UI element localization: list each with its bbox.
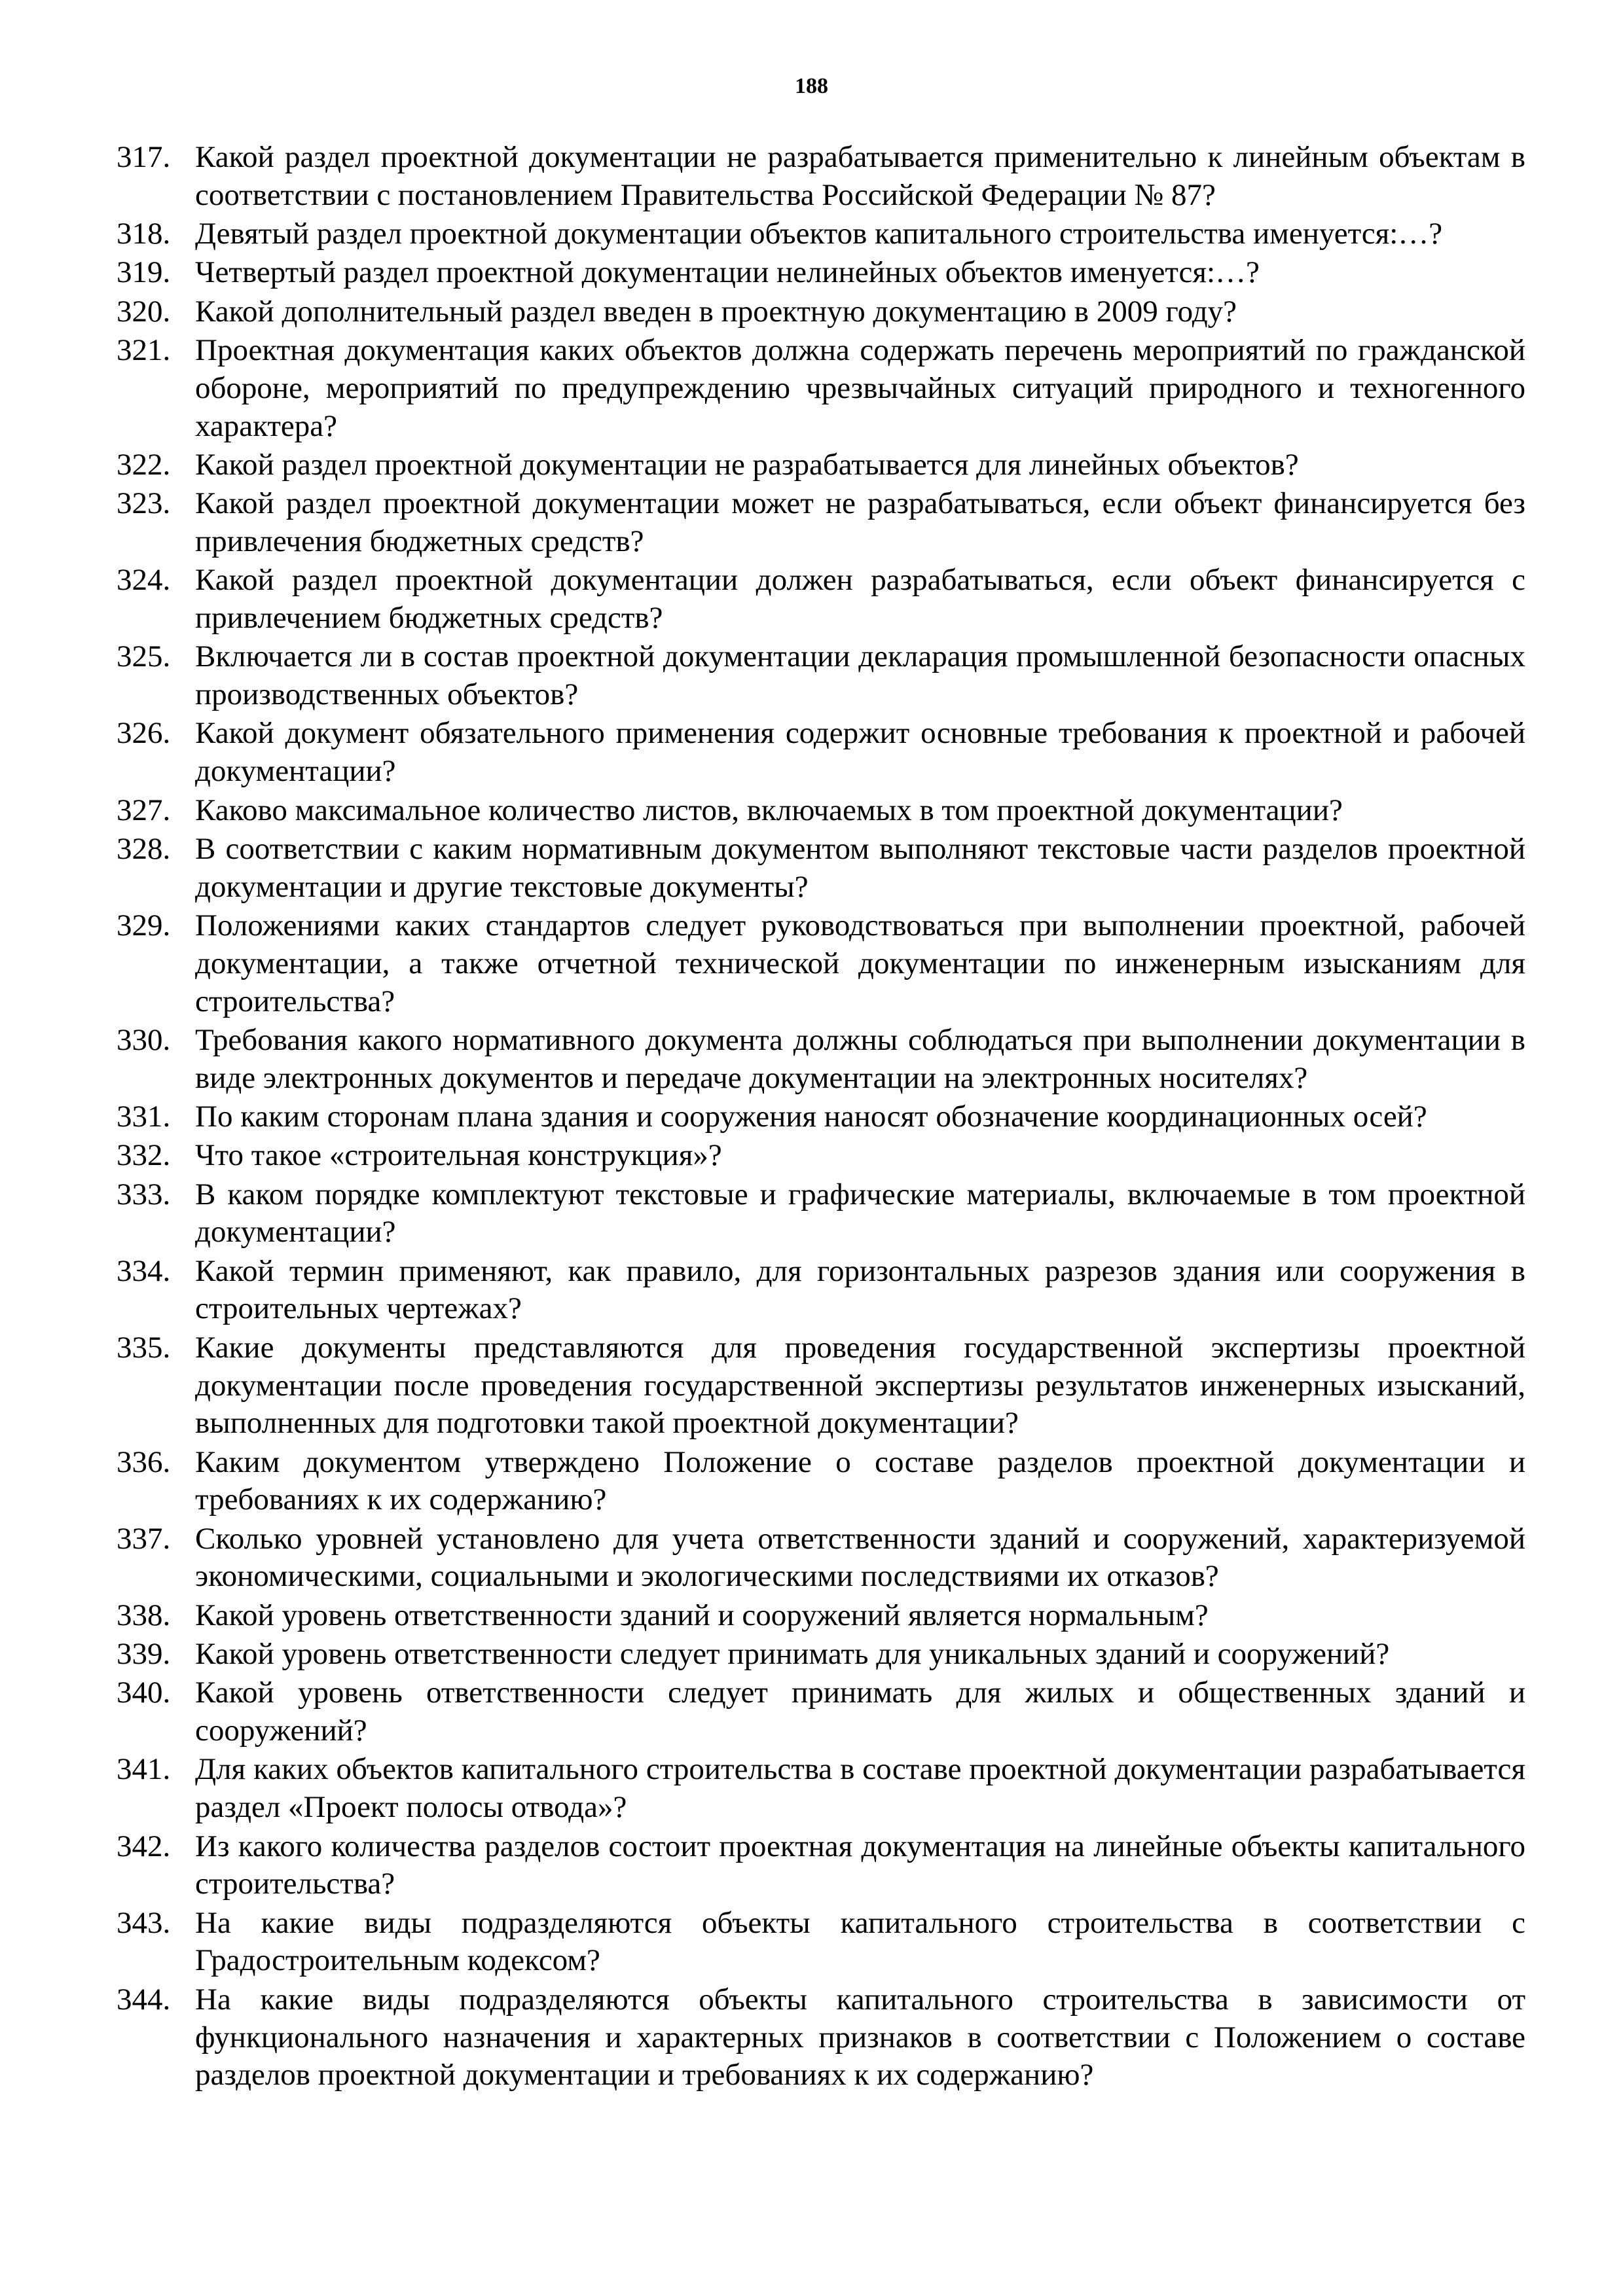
question-item — [117, 215, 1525, 253]
question-number: 336. — [117, 1444, 171, 1479]
question-text: Положениями каких стандартов следует руководствоваться при выполнении проектной, рабочей документации, а также отчетной технической документации по инженерным изысканиям для строительства? — [195, 908, 1525, 1018]
question-text: Какой документ обязательного применения содержит основные требования к проектной и рабочей документации? — [195, 716, 1525, 789]
question-item — [117, 293, 1525, 331]
question-text: Для каких объектов капитального строительства в составе проектной документации разрабатывается раздел «Проект полосы отвода»? — [195, 1752, 1525, 1825]
question-text: Какой раздел проектной документации может не разрабатываться, если объект финансируется без привлечения бюджетных средств? — [195, 486, 1525, 558]
question-text: На какие виды подразделяются объекты капитального строительства в зависимости от функционального назначения и характерных признаков в соответствии с Положением о составе разделов проектной документации и требованиях к их содержанию? — [195, 1982, 1525, 2092]
question-list — [117, 139, 1525, 2096]
question-number: 327. — [117, 793, 171, 827]
question-number: 332. — [117, 1138, 171, 1173]
question-item — [117, 907, 1525, 1020]
question-item — [117, 1674, 1525, 1750]
question-item — [117, 446, 1525, 484]
question-item — [117, 831, 1525, 906]
question-item — [117, 1636, 1525, 1674]
question-number: 328. — [117, 831, 171, 866]
question-item — [117, 1176, 1525, 1252]
question-number: 338. — [117, 1598, 171, 1632]
question-text: Какой дополнительный раздел введен в проектную документацию в 2009 году? — [195, 294, 1237, 329]
question-text: В каком порядке комплектуют текстовые и графические материалы, включаемые в том проектной документации? — [195, 1177, 1525, 1249]
question-number: 335. — [117, 1330, 171, 1365]
question-number: 340. — [117, 1676, 171, 1710]
question-text: Какой раздел проектной документации должен разрабатываться, если объект финансируется с привлечением бюджетных средств? — [195, 563, 1525, 636]
question-number: 323. — [117, 486, 171, 521]
question-text: Какой уровень ответственности следует принимать для уникальных зданий и сооружений? — [195, 1637, 1390, 1672]
question-item — [117, 1597, 1525, 1635]
question-item — [117, 1022, 1525, 1098]
question-number: 334. — [117, 1253, 171, 1288]
question-item — [117, 1098, 1525, 1136]
question-item — [117, 485, 1525, 561]
question-number: 317. — [117, 140, 171, 174]
question-item — [117, 1751, 1525, 1827]
question-number: 333. — [117, 1177, 171, 1211]
question-text: Какой уровень ответственности следует принимать для жилых и общественных зданий и сооружений? — [195, 1676, 1525, 1748]
question-item — [117, 792, 1525, 830]
question-item — [117, 1981, 1525, 2094]
question-number: 342. — [117, 1829, 171, 1863]
question-item — [117, 254, 1525, 292]
question-text: Требования какого нормативного документа должны соблюдаться при выполнении документации в виде электронных документов и передаче документации на электронных носителях? — [195, 1022, 1525, 1095]
question-number: 322. — [117, 447, 171, 482]
question-text: Что такое «строительная конструкция»? — [195, 1138, 722, 1173]
question-number: 331. — [117, 1099, 171, 1134]
question-item — [117, 715, 1525, 791]
page-number: 188 — [795, 74, 828, 98]
question-number: 337. — [117, 1521, 171, 1556]
question-text: По каким сторонам плана здания и сооружения наносят обозначение координационных осей? — [195, 1099, 1427, 1134]
question-text: Какой термин применяют, как правило, для горизонтальных разрезов здания или сооружения в строительных чертежах? — [195, 1253, 1525, 1326]
question-number: 325. — [117, 639, 171, 674]
question-text: Четвертый раздел проектной документации нелинейных объектов именуется:…? — [195, 255, 1260, 290]
question-item — [117, 1137, 1525, 1175]
question-text: Какой уровень ответственности зданий и сооружений является нормальным? — [195, 1598, 1209, 1632]
question-text: Какой раздел проектной документации не разрабатывается для линейных объектов? — [195, 447, 1299, 482]
question-text: В соответствии с каким нормативным документом выполняют текстовые части разделов проектной документации и другие текстовые документы? — [195, 831, 1525, 904]
question-item — [117, 332, 1525, 445]
question-item — [117, 1253, 1525, 1329]
question-item — [117, 562, 1525, 637]
question-number: 329. — [117, 908, 171, 942]
question-text: Сколько уровней установлено для учета ответственности зданий и сооружений, характеризуемой экономическими, социальными и экологическими последствиями их отказов? — [195, 1521, 1525, 1594]
question-text: Девятый раздел проектной документации объектов капитального строительства именуется:…? — [195, 217, 1443, 251]
question-item — [117, 139, 1525, 215]
question-text: Каково максимальное количество листов, включаемых в том проектной документации? — [195, 793, 1343, 827]
question-number: 321. — [117, 332, 171, 367]
question-item — [117, 1520, 1525, 1596]
question-text: Проектная документация каких объектов должна содержать перечень мероприятий по гражданской обороне, мероприятий по предупреждению чрезвычайных ситуаций природного и техногенного характера? — [195, 332, 1525, 443]
question-text: Какой раздел проектной документации не разрабатывается применительно к линейным объектам в соответствии с постановлением Правительства Российской Федерации № 87? — [195, 140, 1525, 212]
question-number: 330. — [117, 1022, 171, 1057]
question-item — [117, 1444, 1525, 1520]
question-number: 319. — [117, 255, 171, 290]
question-number: 324. — [117, 563, 171, 598]
question-number: 326. — [117, 716, 171, 751]
question-item — [117, 638, 1525, 714]
question-number: 343. — [117, 1905, 171, 1940]
question-number: 341. — [117, 1752, 171, 1787]
question-number: 344. — [117, 1982, 171, 2017]
question-text: Из какого количества разделов состоит проектная документация на линейные объекты капитального строительства? — [195, 1829, 1525, 1901]
question-item — [117, 1828, 1525, 1904]
question-number: 318. — [117, 217, 171, 251]
question-number: 339. — [117, 1637, 171, 1672]
question-item — [117, 1329, 1525, 1443]
question-text: Включается ли в состав проектной документации декларация промышленной безопасности опасных производственных объектов? — [195, 639, 1525, 712]
question-text: Какие документы представляются для проведения государственной экспертизы проектной документации после проведения государственной экспертизы результатов инженерных изысканий, выполненных для подготовки такой проектной документации? — [195, 1330, 1525, 1441]
question-text: На какие виды подразделяются объекты капитального строительства в соответствии с Градостроительным кодексом? — [195, 1905, 1525, 1978]
question-item — [117, 1905, 1525, 1981]
question-number: 320. — [117, 294, 171, 329]
question-text: Каким документом утверждено Положение о составе разделов проектной документации и требованиях к их содержанию? — [195, 1444, 1525, 1517]
